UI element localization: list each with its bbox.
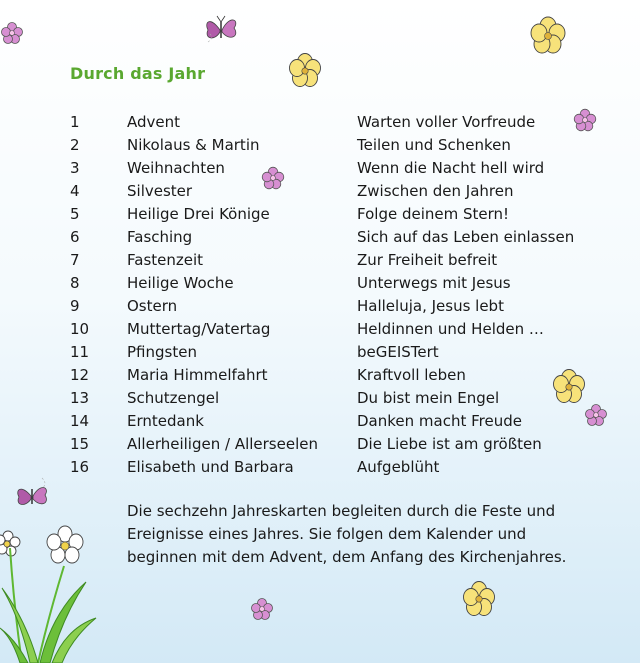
- calendar-list: [70, 112, 610, 480]
- entry-motto: Kraftvoll leben: [357, 366, 466, 384]
- entry-name: Erntedank: [127, 412, 204, 430]
- entry-number: 5: [70, 205, 80, 223]
- entry-name: Maria Himmelfahrt: [127, 366, 268, 384]
- entry-name: Advent: [127, 113, 181, 131]
- entry-number: 13: [70, 389, 90, 407]
- entry-name: Nikolaus & Martin: [127, 136, 260, 154]
- entry-motto: Warten voller Vorfreude: [357, 113, 536, 131]
- list-item: [70, 227, 610, 250]
- entry-motto: Unterwegs mit Jesus: [357, 274, 511, 292]
- list-item: [70, 388, 610, 411]
- entry-name: Schutzengel: [127, 389, 220, 407]
- entry-motto: Heldinnen und Helden …: [357, 320, 544, 338]
- entry-motto: Sich auf das Leben einlassen: [357, 228, 575, 246]
- grass-icon: [0, 548, 100, 663]
- list-item: [70, 365, 610, 388]
- list-item: [70, 273, 610, 296]
- entry-motto: beGEISTert: [357, 343, 439, 361]
- entry-name: Silvester: [127, 182, 193, 200]
- entry-motto: Danken macht Freude: [357, 412, 522, 430]
- entry-name: Weihnachten: [127, 159, 225, 177]
- entry-number: 6: [70, 228, 80, 246]
- entry-name: Allerheiligen / Allerseelen: [127, 435, 318, 453]
- entry-name: Heilige Woche: [127, 274, 234, 292]
- list-item: [70, 457, 610, 480]
- list-item: [70, 181, 610, 204]
- entry-motto: Zur Freiheit befreit: [357, 251, 498, 269]
- entry-number: 16: [70, 458, 90, 476]
- entry-motto: Aufgeblüht: [357, 458, 440, 476]
- butterfly-icon: [200, 8, 242, 48]
- entry-number: 1: [70, 113, 80, 131]
- entry-motto: Teilen und Schenken: [357, 136, 511, 154]
- list-item: [70, 342, 610, 365]
- entry-motto: Zwischen den Jahren: [357, 182, 514, 200]
- list-item: [70, 158, 610, 181]
- entry-motto: Folge deinem Stern!: [357, 205, 510, 223]
- entry-name: Pfingsten: [127, 343, 197, 361]
- page-title: Durch das Jahr: [70, 64, 206, 83]
- yellow-flower-icon: [528, 16, 568, 54]
- entry-number: 4: [70, 182, 80, 200]
- list-item: [70, 434, 610, 457]
- entry-motto: Du bist mein Engel: [357, 389, 500, 407]
- list-item: [70, 204, 610, 227]
- list-item: [70, 319, 610, 342]
- entry-number: 2: [70, 136, 80, 154]
- entry-name: Fastenzeit: [127, 251, 204, 269]
- entry-number: 14: [70, 412, 90, 430]
- entry-number: 9: [70, 297, 80, 315]
- entry-number: 8: [70, 274, 80, 292]
- entry-name: Muttertag/Vatertag: [127, 320, 271, 338]
- entry-motto: Halleluja, Jesus lebt: [357, 297, 504, 315]
- entry-number: 11: [70, 343, 90, 361]
- pink-flower-icon: [250, 598, 274, 620]
- entry-number: 15: [70, 435, 90, 453]
- entry-name: Heilige Drei Könige: [127, 205, 270, 223]
- entry-number: 12: [70, 366, 90, 384]
- entry-name: Ostern: [127, 297, 178, 315]
- entry-motto: Wenn die Nacht hell wird: [357, 159, 545, 177]
- entry-number: 3: [70, 159, 80, 177]
- list-item: [70, 135, 610, 158]
- list-item: [70, 250, 610, 273]
- yellow-flower-icon: [286, 52, 324, 88]
- entry-name: Fasching: [127, 228, 193, 246]
- entry-name: Elisabeth und Barbara: [127, 458, 294, 476]
- list-item: [70, 112, 610, 135]
- entry-number: 7: [70, 251, 80, 269]
- description-paragraph: Die sechzehn Jahreskarten begleiten durch die Feste und Ereignisse eines Jahres. Sie folgen dem Kalender und beginnen mit dem Advent, dem Anfang des Kirchenjahres.: [127, 502, 567, 566]
- list-item: [70, 411, 610, 434]
- yellow-flower-icon: [460, 580, 498, 618]
- entry-number: 10: [70, 320, 90, 338]
- list-item: [70, 296, 610, 319]
- entry-motto: Die Liebe ist am größten: [357, 435, 542, 453]
- butterfly-icon: [12, 470, 52, 514]
- pink-flower-icon: [0, 22, 24, 44]
